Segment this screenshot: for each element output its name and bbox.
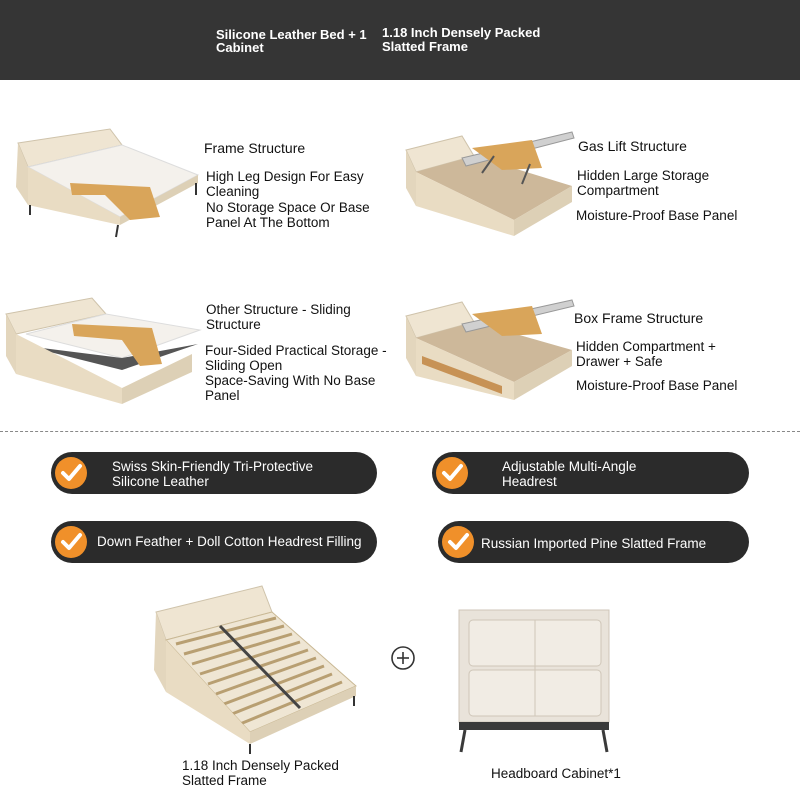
feature-pill-leather <box>51 452 377 494</box>
structure-4-title: Box Frame Structure <box>574 310 704 326</box>
structure-3-title: Other Structure - Sliding Structure <box>206 302 351 332</box>
structure-3-line2: Space-Saving With No Base Panel <box>205 373 376 403</box>
structure-4-line2: Moisture-Proof Base Panel <box>576 378 738 393</box>
structure-2-title: Gas Lift Structure <box>578 138 687 154</box>
feature-pill-filling <box>51 521 377 563</box>
feature-label: Adjustable Multi-Angle Headrest <box>502 459 637 489</box>
check-icon <box>436 457 468 489</box>
structure-1-line1: High Leg Design For Easy Cleaning <box>206 169 364 199</box>
box-frame-bed-image <box>402 296 577 406</box>
slatted-frame-bed-image <box>150 582 360 757</box>
feature-label: Swiss Skin-Friendly Tri-Protective Silicone Leather <box>112 459 314 489</box>
feature-label: Down Feather + Doll Cotton Headrest Filling <box>97 534 362 549</box>
gas-lift-bed-image <box>402 128 577 240</box>
structure-1-line2: No Storage Space Or Base Panel At The Bottom <box>206 200 370 230</box>
header-right-title: 1.18 Inch Densely Packed Slatted Frame <box>382 25 541 54</box>
plus-circle-icon <box>391 646 415 670</box>
sliding-structure-bed-image <box>2 292 202 410</box>
bed-caption: 1.18 Inch Densely Packed Slatted Frame <box>182 758 339 788</box>
frame-structure-bed-image <box>10 125 200 240</box>
structure-3-line1: Four-Sided Practical Storage - Sliding Open <box>205 343 387 373</box>
section-divider <box>0 431 800 432</box>
feature-label: Russian Imported Pine Slatted Frame <box>481 536 707 551</box>
structure-2-line2: Moisture-Proof Base Panel <box>576 208 738 223</box>
headboard-cabinet-image <box>455 606 615 754</box>
check-icon <box>442 526 474 558</box>
structure-1-title: Frame Structure <box>204 140 306 156</box>
check-icon <box>55 526 87 558</box>
structure-2-line1: Hidden Large Storage Compartment <box>577 168 710 198</box>
header-bar <box>0 0 800 80</box>
cabinet-caption: Headboard Cabinet*1 <box>491 766 621 781</box>
check-icon <box>55 457 87 489</box>
feature-pill-headrest <box>432 452 749 494</box>
feature-pill-slats <box>438 521 749 563</box>
structure-4-line1: Hidden Compartment + Drawer + Safe <box>576 339 716 369</box>
header-left-title: Silicone Leather Bed + 1 Cabinet <box>216 27 367 55</box>
